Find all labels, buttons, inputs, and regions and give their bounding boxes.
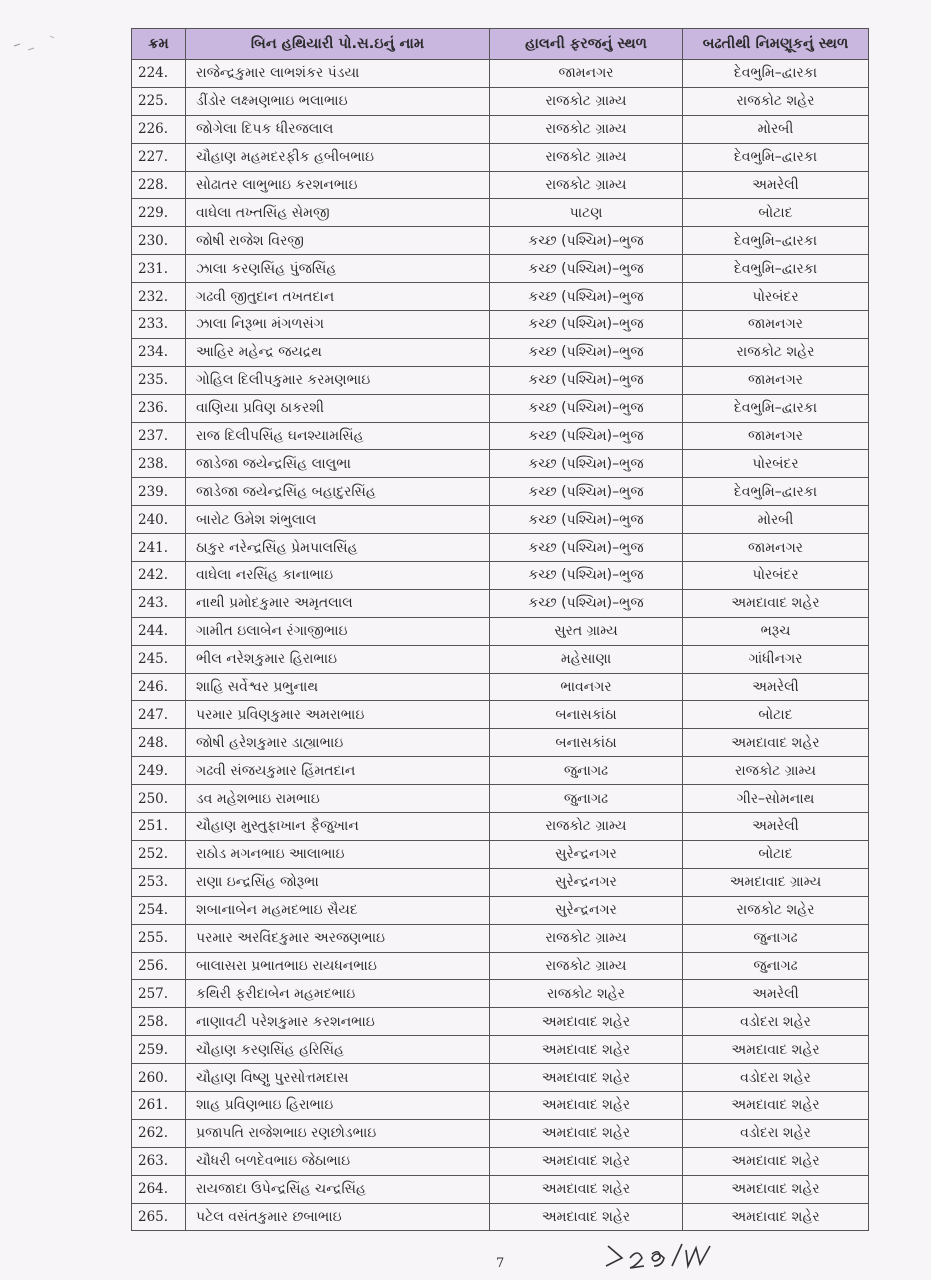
serial-number-cell: 251.: [132, 813, 186, 841]
table-row: [132, 701, 869, 729]
serial-number-cell: 245.: [132, 645, 186, 673]
table-row: [132, 1203, 869, 1231]
serial-number-cell: 253.: [132, 868, 186, 896]
current-posting-cell: અમદાવાદ શહેર: [490, 1036, 683, 1064]
serial-number-cell: 258.: [132, 1008, 186, 1036]
officer-name-cell: રાઠોડ મગનભાઇ આલાભાઇ: [186, 840, 490, 868]
current-posting-cell: જામનગર: [490, 60, 683, 88]
new-posting-cell: દેવભુમિ–દ્વારકા: [683, 394, 869, 422]
officer-name-cell: બાલાસરા પ્રભાતભાઇ રાયધનભાઇ: [186, 952, 490, 980]
header-current-posting: હાલની ફરજનું સ્થળ: [490, 29, 683, 60]
new-posting-cell: વડોદરા શહેર: [683, 1064, 869, 1092]
serial-number-cell: 227.: [132, 143, 186, 171]
table-row: [132, 813, 869, 841]
table-row: [132, 255, 869, 283]
current-posting-cell: રાજકોટ ગ્રામ્ય: [490, 115, 683, 143]
table-row: [132, 562, 869, 590]
current-posting-cell: કચ્છ (પશ્ચિમ)–ભુજ: [490, 506, 683, 534]
new-posting-cell: અમદાવાદ શહેર: [683, 1203, 869, 1231]
officer-name-cell: રાજેન્દ્રકુમાર લાભશંકર પંડયા: [186, 60, 490, 88]
officer-name-cell: વાઘેલા તખ્તસિંહ સેમજી: [186, 199, 490, 227]
current-posting-cell: કચ્છ (પશ્ચિમ)–ભુજ: [490, 534, 683, 562]
margin-scribble: [10, 28, 70, 58]
current-posting-cell: સુરેન્દ્રનગર: [490, 896, 683, 924]
table-row: [132, 840, 869, 868]
table-row: [132, 1008, 869, 1036]
current-posting-cell: રાજકોટ શહેર: [490, 980, 683, 1008]
current-posting-cell: કચ્છ (પશ્ચિમ)–ભુજ: [490, 227, 683, 255]
current-posting-cell: રાજકોટ ગ્રામ્ય: [490, 924, 683, 952]
serial-number-cell: 265.: [132, 1203, 186, 1231]
current-posting-cell: અમદાવાદ શહેર: [490, 1064, 683, 1092]
current-posting-cell: કચ્છ (પશ્ચિમ)–ભુજ: [490, 450, 683, 478]
current-posting-cell: ભાવનગર: [490, 673, 683, 701]
serial-number-cell: 239.: [132, 478, 186, 506]
serial-number-cell: 230.: [132, 227, 186, 255]
current-posting-cell: કચ્છ (પશ્ચિમ)–ભુજ: [490, 255, 683, 283]
current-posting-cell: સુરેન્દ્રનગર: [490, 840, 683, 868]
serial-number-cell: 226.: [132, 115, 186, 143]
officer-name-cell: પરમાર અરવિંદકુમાર અરજણભાઇ: [186, 924, 490, 952]
officer-name-cell: ગોહિલ દિલીપકુમાર કરમણભાઇ: [186, 366, 490, 394]
new-posting-cell: અમદાવાદ શહેર: [683, 1175, 869, 1203]
serial-number-cell: 233.: [132, 311, 186, 339]
new-posting-cell: બોટાદ: [683, 701, 869, 729]
officer-name-cell: જોગેલા દિપક ધીરજલાલ: [186, 115, 490, 143]
serial-number-cell: 229.: [132, 199, 186, 227]
serial-number-cell: 244.: [132, 617, 186, 645]
serial-number-cell: 262.: [132, 1119, 186, 1147]
officer-name-cell: જોષી હરેશકુમાર ડાહ્યાભાઇ: [186, 729, 490, 757]
table-row: [132, 534, 869, 562]
new-posting-cell: વડોદરા શહેર: [683, 1119, 869, 1147]
new-posting-cell: પોરબંદર: [683, 450, 869, 478]
header-officer-name: બિન હથિયારી પો.સ.ઇનું નામ: [186, 29, 490, 60]
officer-name-cell: ચૌહાણ વિષ્ણુ પુરસોત્તમદાસ: [186, 1064, 490, 1092]
serial-number-cell: 254.: [132, 896, 186, 924]
serial-number-cell: 264.: [132, 1175, 186, 1203]
table-row: [132, 450, 869, 478]
table-row: [132, 338, 869, 366]
officer-name-cell: ડીંડોર લક્ષ્મણભાઇ ભલાભાઇ: [186, 87, 490, 115]
serial-number-cell: 240.: [132, 506, 186, 534]
officer-name-cell: સોઢાતર લાભુભાઇ કરશનભાઇ: [186, 171, 490, 199]
current-posting-cell: કચ્છ (પશ્ચિમ)–ભુજ: [490, 394, 683, 422]
officer-name-cell: જાડેજા જયેન્દ્રસિંહ બહાદુરસિંહ: [186, 478, 490, 506]
current-posting-cell: રાજકોટ ગ્રામ્ય: [490, 87, 683, 115]
officer-name-cell: ડવ મહેશભાઇ રામભાઇ: [186, 785, 490, 813]
table-row: [132, 1119, 869, 1147]
new-posting-cell: જુનાગઢ: [683, 924, 869, 952]
current-posting-cell: સુરત ગ્રામ્ય: [490, 617, 683, 645]
serial-number-cell: 246.: [132, 673, 186, 701]
new-posting-cell: દેવભુમિ–દ્વારકા: [683, 143, 869, 171]
table-row: [132, 199, 869, 227]
current-posting-cell: રાજકોટ ગ્રામ્ય: [490, 143, 683, 171]
new-posting-cell: અમદાવાદ ગ્રામ્ય: [683, 868, 869, 896]
officer-name-cell: ગામીત ઇલાબેન રંગાજીભાઇ: [186, 617, 490, 645]
officer-name-cell: પરમાર પ્રવિણકુમાર અમરાભાઇ: [186, 701, 490, 729]
new-posting-cell: રાજકોટ શહેર: [683, 896, 869, 924]
serial-number-cell: 237.: [132, 422, 186, 450]
new-posting-cell: વડોદરા શહેર: [683, 1008, 869, 1036]
new-posting-cell: ભરૂચ: [683, 617, 869, 645]
handwritten-signature: [600, 1236, 720, 1276]
current-posting-cell: અમદાવાદ શહેર: [490, 1175, 683, 1203]
new-posting-cell: અમદાવાદ શહેર: [683, 1091, 869, 1119]
new-posting-cell: રાજકોટ શહેર: [683, 338, 869, 366]
serial-number-cell: 255.: [132, 924, 186, 952]
new-posting-cell: અમરેલી: [683, 673, 869, 701]
officer-name-cell: વાઘેલા નરસિંહ કાનાભાઇ: [186, 562, 490, 590]
serial-number-cell: 225.: [132, 87, 186, 115]
serial-number-cell: 256.: [132, 952, 186, 980]
serial-number-cell: 236.: [132, 394, 186, 422]
new-posting-cell: જુનાગઢ: [683, 952, 869, 980]
officer-name-cell: જાડેજા જયેન્દ્રસિંહ લાલુભા: [186, 450, 490, 478]
table-row: [132, 617, 869, 645]
officer-name-cell: રાણા ઇન્દ્રસિંહ જોરૂભા: [186, 868, 490, 896]
serial-number-cell: 263.: [132, 1147, 186, 1175]
table-row: [132, 1147, 869, 1175]
current-posting-cell: કચ્છ (પશ્ચિમ)–ભુજ: [490, 283, 683, 311]
serial-number-cell: 232.: [132, 283, 186, 311]
current-posting-cell: જુનાગઢ: [490, 757, 683, 785]
serial-number-cell: 252.: [132, 840, 186, 868]
current-posting-cell: સુરેન્દ્રનગર: [490, 868, 683, 896]
officer-name-cell: શાહ પ્રવિણભાઇ હિરાભાઇ: [186, 1091, 490, 1119]
table-row: [132, 952, 869, 980]
new-posting-cell: અમદાવાદ શહેર: [683, 1036, 869, 1064]
officer-name-cell: રાયજાદા ઉપેન્દ્રસિંહ ચન્દ્રસિંહ: [186, 1175, 490, 1203]
new-posting-cell: બોટાદ: [683, 199, 869, 227]
table-row: [132, 115, 869, 143]
table-row: [132, 366, 869, 394]
officer-name-cell: કથિરી ફરીદાબેન મહમદભાઇ: [186, 980, 490, 1008]
serial-number-cell: 259.: [132, 1036, 186, 1064]
new-posting-cell: દેવભુમિ–દ્વારકા: [683, 227, 869, 255]
officer-name-cell: ઝાલા નિરૂભા મંગળસંગ: [186, 311, 490, 339]
table-row: [132, 478, 869, 506]
officer-name-cell: વાણિયા પ્રવિણ ઠાકરશી: [186, 394, 490, 422]
table-row: [132, 143, 869, 171]
current-posting-cell: કચ્છ (પશ્ચિમ)–ભુજ: [490, 562, 683, 590]
officer-name-cell: ઝાલા કરણસિંહ પુંજસિંહ: [186, 255, 490, 283]
table-row: [132, 394, 869, 422]
officer-name-cell: પટેલ વસંતકુમાર છબાભાઇ: [186, 1203, 490, 1231]
serial-number-cell: 235.: [132, 366, 186, 394]
table-row: [132, 868, 869, 896]
current-posting-cell: અમદાવાદ શહેર: [490, 1008, 683, 1036]
officer-name-cell: રાજ દિલીપસિંહ ઘનશ્યામસિંહ: [186, 422, 490, 450]
serial-number-cell: 260.: [132, 1064, 186, 1092]
header-new-posting: બઢતીથી નિમણૂકનું સ્થળ: [683, 29, 869, 60]
current-posting-cell: બનાસકાંઠા: [490, 701, 683, 729]
current-posting-cell: અમદાવાદ શહેર: [490, 1091, 683, 1119]
current-posting-cell: કચ્છ (પશ્ચિમ)–ભુજ: [490, 311, 683, 339]
officer-name-cell: જોષી રાજેશ વિરજી: [186, 227, 490, 255]
new-posting-cell: પોરબંદર: [683, 283, 869, 311]
new-posting-cell: જામનગર: [683, 366, 869, 394]
officer-name-cell: શાહિ સર્વેશ્વર પ્રભુનાથ: [186, 673, 490, 701]
current-posting-cell: કચ્છ (પશ્ચિમ)–ભુજ: [490, 422, 683, 450]
table-row: [132, 896, 869, 924]
serial-number-cell: 238.: [132, 450, 186, 478]
current-posting-cell: કચ્છ (પશ્ચિમ)–ભુજ: [490, 338, 683, 366]
serial-number-cell: 250.: [132, 785, 186, 813]
promotion-table-container: [131, 28, 868, 1231]
table-row: [132, 60, 869, 88]
table-row: [132, 729, 869, 757]
table-row: [132, 1091, 869, 1119]
serial-number-cell: 241.: [132, 534, 186, 562]
new-posting-cell: અમરેલી: [683, 980, 869, 1008]
current-posting-cell: અમદાવાદ શહેર: [490, 1147, 683, 1175]
table-header-row: [132, 29, 869, 60]
officer-name-cell: ચૌધરી બળદેવભાઇ જેઠાભાઇ: [186, 1147, 490, 1175]
current-posting-cell: કચ્છ (પશ્ચિમ)–ભુજ: [490, 366, 683, 394]
serial-number-cell: 234.: [132, 338, 186, 366]
current-posting-cell: કચ્છ (પશ્ચિમ)–ભુજ: [490, 478, 683, 506]
table-row: [132, 785, 869, 813]
officer-name-cell: ગઢવી સંજયકુમાર હિંમતદાન: [186, 757, 490, 785]
table-row: [132, 673, 869, 701]
serial-number-cell: 257.: [132, 980, 186, 1008]
officer-name-cell: આહિર મહેન્દ્ર જયદ્રથ: [186, 338, 490, 366]
serial-number-cell: 249.: [132, 757, 186, 785]
current-posting-cell: કચ્છ (પશ્ચિમ)–ભુજ: [490, 589, 683, 617]
serial-number-cell: 261.: [132, 1091, 186, 1119]
new-posting-cell: રાજકોટ ગ્રામ્ય: [683, 757, 869, 785]
table-row: [132, 506, 869, 534]
new-posting-cell: જામનગર: [683, 422, 869, 450]
table-row: [132, 645, 869, 673]
table-row: [132, 1064, 869, 1092]
new-posting-cell: અમદાવાદ શહેર: [683, 729, 869, 757]
new-posting-cell: ગીર–સોમનાથ: [683, 785, 869, 813]
new-posting-cell: અમદાવાદ શહેર: [683, 1147, 869, 1175]
new-posting-cell: અમરેલી: [683, 813, 869, 841]
table-row: [132, 924, 869, 952]
table-row: [132, 87, 869, 115]
current-posting-cell: મહેસાણા: [490, 645, 683, 673]
officer-name-cell: ચૌહાણ કરણસિંહ હરિસિંહ: [186, 1036, 490, 1064]
new-posting-cell: પોરબંદર: [683, 562, 869, 590]
page-number: 7: [496, 1256, 505, 1271]
table-row: [132, 283, 869, 311]
table-row: [132, 171, 869, 199]
officer-name-cell: ગઢવી જીતુદાન તખતદાન: [186, 283, 490, 311]
officer-name-cell: નાથી પ્રમોદકુમાર અમૃતલાલ: [186, 589, 490, 617]
officer-name-cell: ઠાકુર નરેન્દ્રસિંહ પ્રેમપાલસિંહ: [186, 534, 490, 562]
table-row: [132, 227, 869, 255]
officer-name-cell: નાણાવટી પરેશકુમાર કરશનભાઇ: [186, 1008, 490, 1036]
header-serial-number: ક્રમ: [132, 29, 186, 60]
new-posting-cell: ગાંધીનગર: [683, 645, 869, 673]
officer-name-cell: ચૌહાણ મુસ્તુફાખાન ફૈજુખાન: [186, 813, 490, 841]
serial-number-cell: 242.: [132, 562, 186, 590]
current-posting-cell: રાજકોટ ગ્રામ્ય: [490, 952, 683, 980]
new-posting-cell: મોરબી: [683, 115, 869, 143]
new-posting-cell: અમદાવાદ શહેર: [683, 589, 869, 617]
table-row: [132, 311, 869, 339]
current-posting-cell: પાટણ: [490, 199, 683, 227]
officer-name-cell: બારોટ ઉમેશ શંભુલાલ: [186, 506, 490, 534]
table-row: [132, 422, 869, 450]
table-row: [132, 1036, 869, 1064]
new-posting-cell: મોરબી: [683, 506, 869, 534]
current-posting-cell: રાજકોટ ગ્રામ્ય: [490, 813, 683, 841]
table-body: [132, 60, 869, 1231]
table-row: [132, 980, 869, 1008]
serial-number-cell: 247.: [132, 701, 186, 729]
table-row: [132, 1175, 869, 1203]
new-posting-cell: દેવભુમિ–દ્વારકા: [683, 60, 869, 88]
current-posting-cell: અમદાવાદ શહેર: [490, 1203, 683, 1231]
officer-name-cell: પ્રજાપતિ રાજેશભાઇ રણછોડભાઇ: [186, 1119, 490, 1147]
new-posting-cell: દેવભુમિ–દ્વારકા: [683, 255, 869, 283]
new-posting-cell: બોટાદ: [683, 840, 869, 868]
serial-number-cell: 243.: [132, 589, 186, 617]
officer-name-cell: શબાનાબેન મહમદભાઇ સૈયદ: [186, 896, 490, 924]
officer-name-cell: ભીલ નરેશકુમાર હિરાભાઇ: [186, 645, 490, 673]
promotion-table: [131, 28, 869, 1231]
current-posting-cell: જુનાગઢ: [490, 785, 683, 813]
new-posting-cell: જામનગર: [683, 311, 869, 339]
officer-name-cell: ચૌહાણ મહમદરફીક હબીબભાઇ: [186, 143, 490, 171]
new-posting-cell: જામનગર: [683, 534, 869, 562]
current-posting-cell: રાજકોટ ગ્રામ્ય: [490, 171, 683, 199]
new-posting-cell: અમરેલી: [683, 171, 869, 199]
serial-number-cell: 248.: [132, 729, 186, 757]
new-posting-cell: દેવભુમિ–દ્વારકા: [683, 478, 869, 506]
serial-number-cell: 228.: [132, 171, 186, 199]
new-posting-cell: રાજકોટ શહેર: [683, 87, 869, 115]
serial-number-cell: 231.: [132, 255, 186, 283]
table-row: [132, 589, 869, 617]
current-posting-cell: બનાસકાંઠા: [490, 729, 683, 757]
table-row: [132, 757, 869, 785]
serial-number-cell: 224.: [132, 60, 186, 88]
current-posting-cell: અમદાવાદ શહેર: [490, 1119, 683, 1147]
